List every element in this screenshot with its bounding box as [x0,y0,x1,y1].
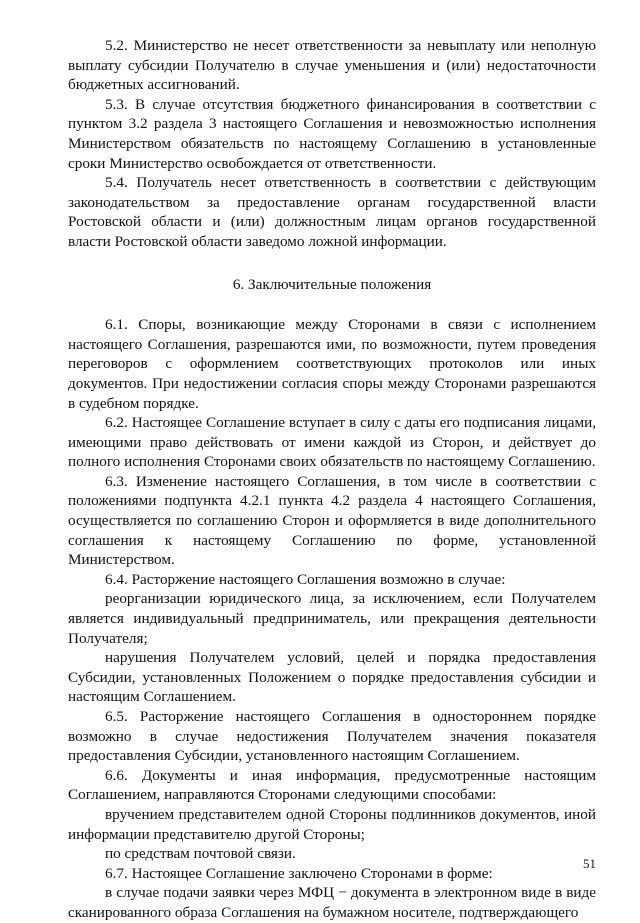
paragraph-6-4: 6.4. Расторжение настоящего Соглашения возможно в случае: [105,570,506,588]
paragraph-6-3: 6.3. Изменение настоящего Соглашения, в том числе в соответствии с положениями подпункта 4.2.1 пункта 4.2 раздела 4 настоящего Соглашения, осуществляется по соглашению Сторон и оформляется в виде дополнительного соглашения к настоящему Соглашению по форме, установленной Министерством. [68,472,596,569]
list-item-mfc: в случае подачи заявки через МФЦ − документа в электронном виде в виде сканированного образа Соглашения на бумажном носителе, подтверждающего [68,884,596,921]
list-item-reorganization: реорганизации юридического лица, за исключением, если Получателем является индивидуальный предприниматель, или прекращения деятельности Получателя; [68,590,596,647]
paragraph-6-7: 6.7. Настоящее Соглашение заключено Сторонами в форме: [105,864,493,882]
document-body [68,36,596,923]
paragraph-5-3: 5.3. В случае отсутствия бюджетного финансирования в соответствии с пунктом 3.2 раздела 3 настоящего Соглашения и невозможностью исполнения Министерством обязательств по настоящему Соглашению в установленные сроки Министерство освобождается от ответственности. [68,95,596,172]
page-number: 51 [583,856,596,871]
paragraph-6-2: 6.2. Настоящее Соглашение вступает в силу с даты его подписания лицами, имеющими право действовать от имени каждой из Сторон, и действует до полного исполнения Сторонами своих обязательств по настоящему Соглашению. [68,414,596,471]
paragraph-6-1: 6.1. Споры, возникающие между Сторонами в связи с исполнением настоящего Соглашения, разрешаются ими, по возможности, путем проведения переговоров с оформлением соответствующих протоколов или иных документов. При недостижении согласия споры между Сторонами разрешаются в судебном порядке. [68,316,596,412]
paragraph-5-4: 5.4. Получатель несет ответственность в соответствии с действующим законодательством за предоставление органам государственной власти Ростовской области и (или) должностным лицам органов государственной власти Ростовской области заведомо ложной информации. [68,174,596,250]
list-item-postal: по средствам почтовой связи. [105,845,296,863]
list-item-handover: вручением представителем одной Стороны подлинников документов, иной информации представителю другой Стороны; [68,805,596,843]
list-item-violation: нарушения Получателем условий, целей и порядка предоставления Субсидии, установленных Положением о порядке предоставления субсидии и настоящим Соглашением. [68,649,596,706]
paragraph-6-6: 6.6. Документы и иная информация, предусмотренные настоящим Соглашением, направляются Сторонами следующими способами: [68,766,596,804]
paragraph-5-2: 5.2. Министерство не несет ответственности за невыплату или неполную выплату субсидии Получателю в случае уменьшения и (или) недостаточности бюджетных ассигнований. [68,37,596,94]
paragraph-6-5: 6.5. Расторжение настоящего Соглашения в одностороннем порядке возможно в случае недостижения Получателем значения показателя предоставления Субсидии, установленного настоящим Соглашением. [68,708,596,765]
section-heading: 6. Заключительные положения [232,275,432,293]
